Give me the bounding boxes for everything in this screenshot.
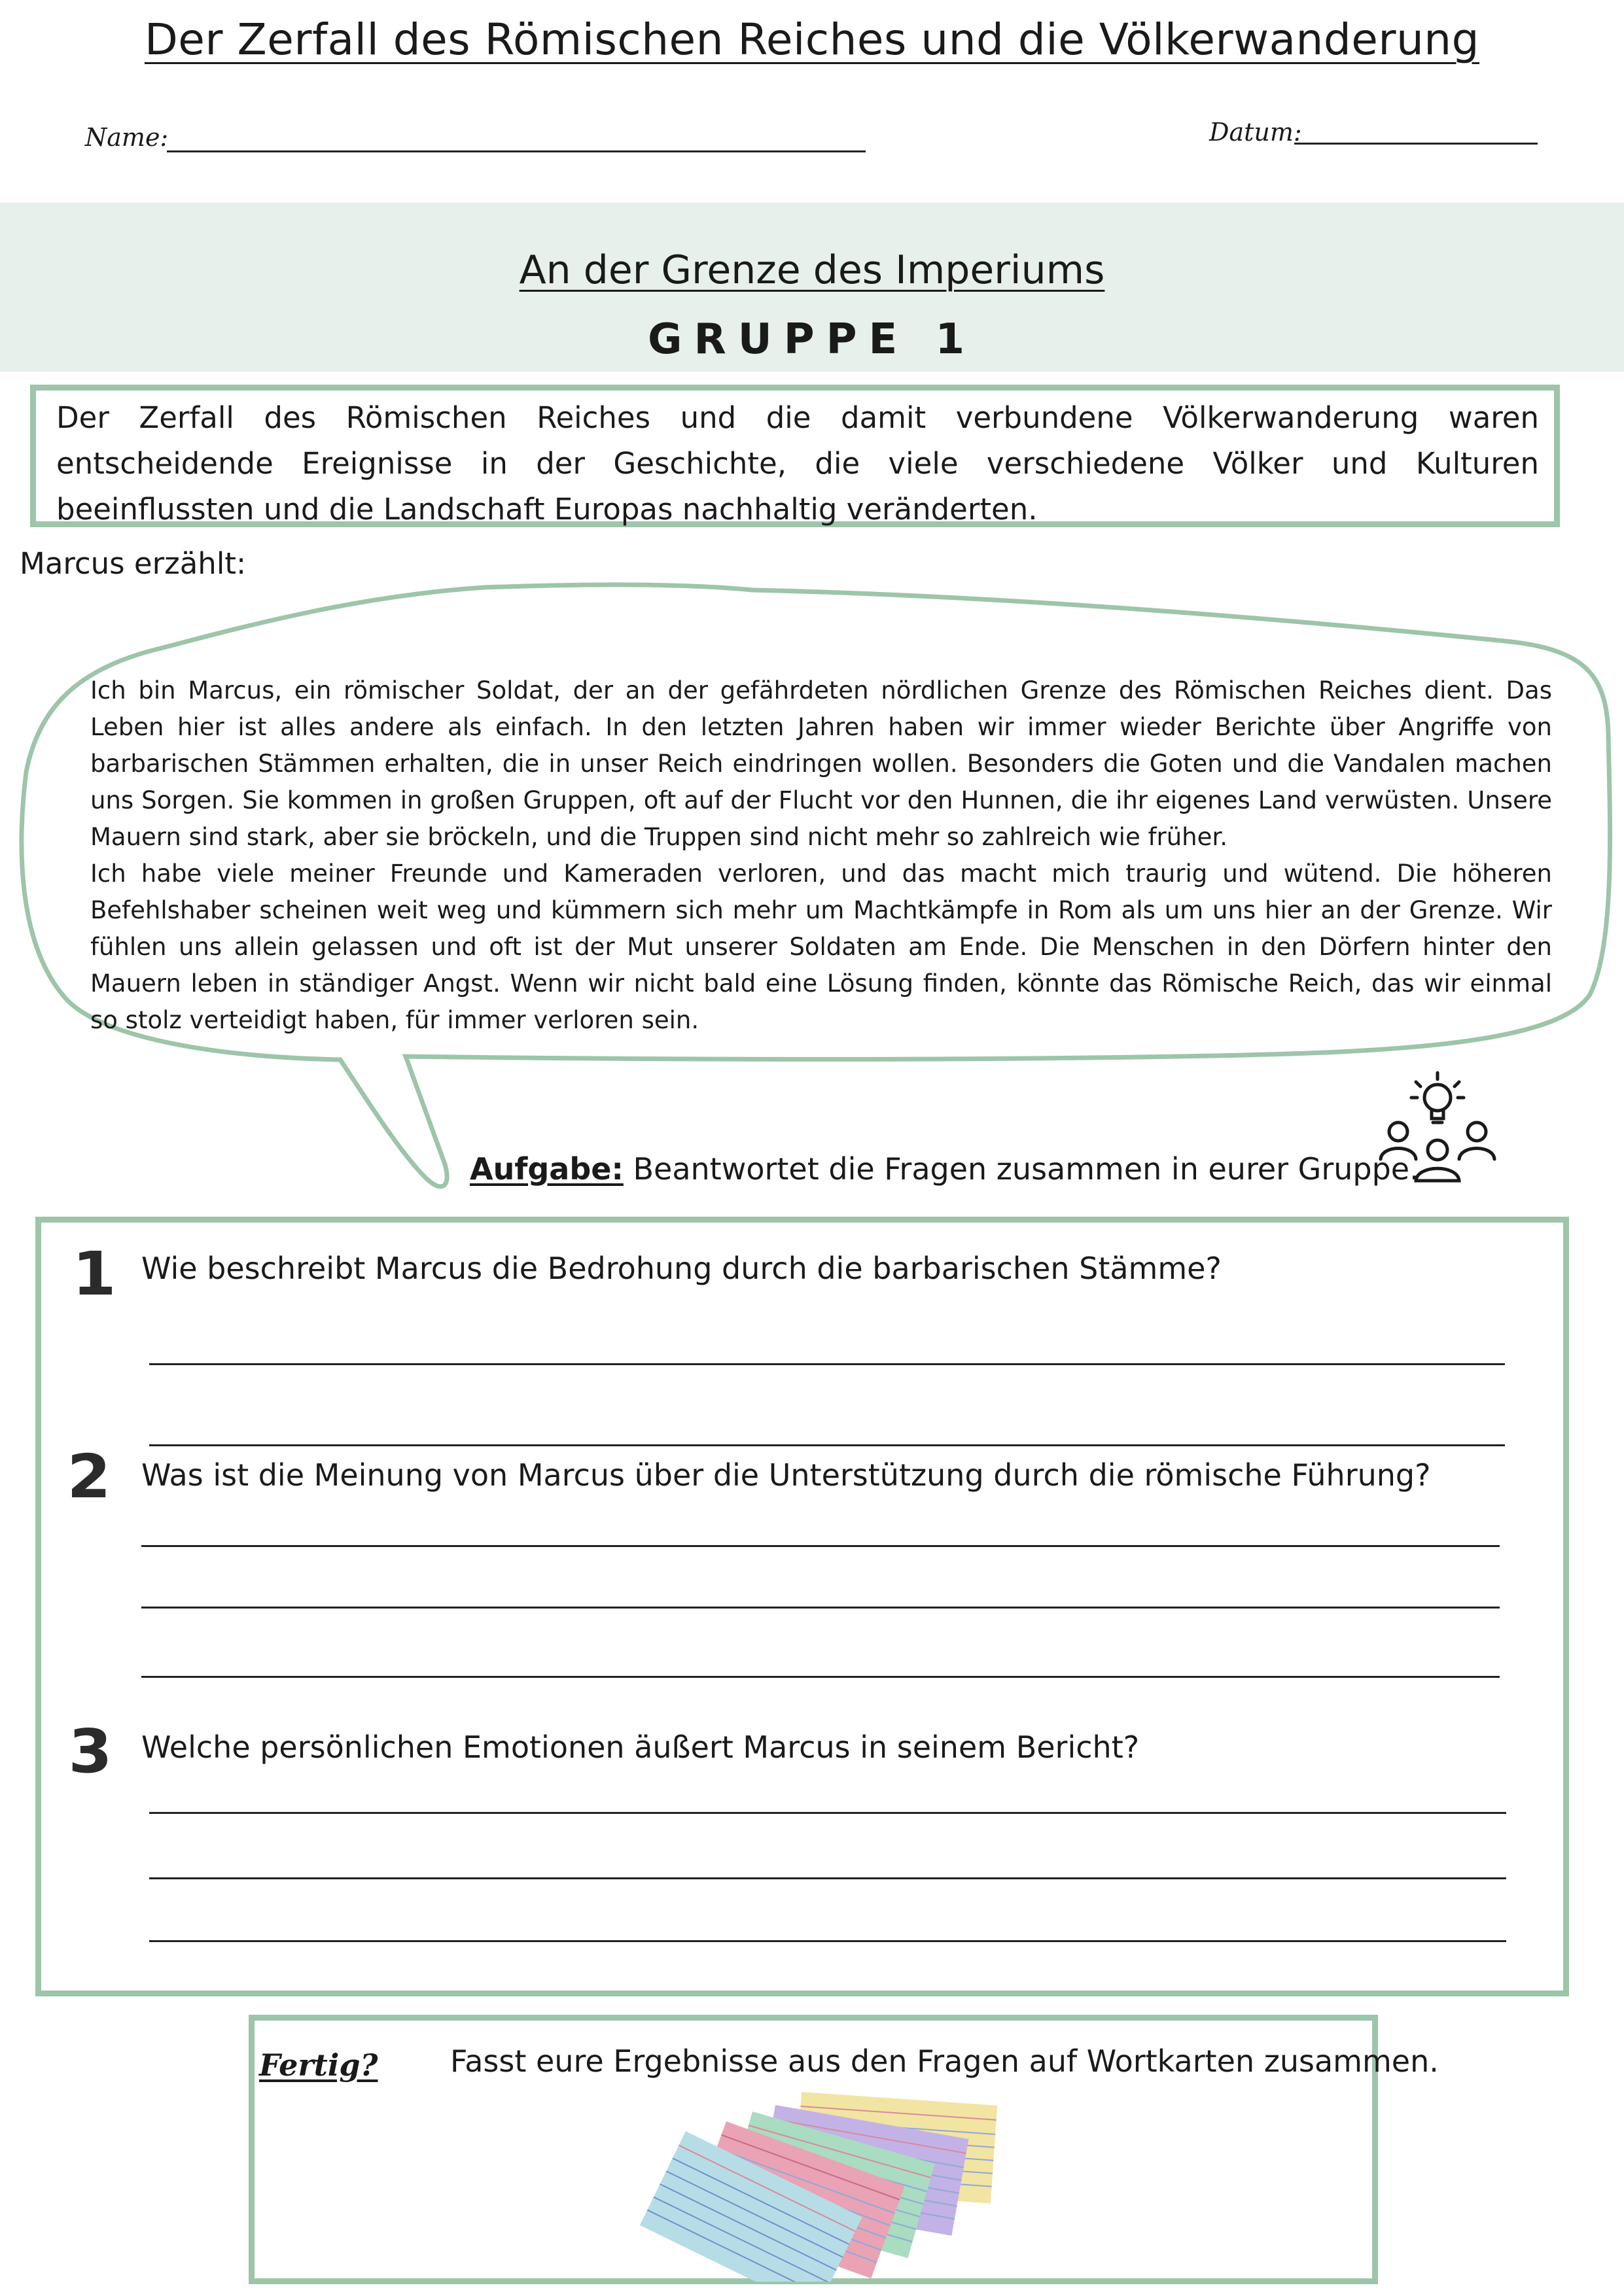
name-label: Name: [85,123,169,152]
story-paragraph: Ich bin Marcus, ein römischer Soldat, der an der gefährdeten nördlichen Grenze des Römischen Reiches dient. Das Leben hier ist alles andere als einfach. In den letzten Jahren haben wir immer wieder Berichte über Angriffe von barbarischen Stämmen erhalten, die in unser Reich eindringen wollen. Besonders die Goten und die Vandalen machen uns Sorgen. Sie kommen in großen Gruppen, oft auf der Flucht vor den Hunnen, die ihr eigenes Land verwüsten. Unsere Mauern sind stark, aber sie bröckeln, und die Truppen sind nicht mehr so zahlreich wie früher. [90,676,1552,851]
date-label: Datum: [1209,118,1302,147]
answer-line[interactable] [149,1363,1505,1365]
intro-text: Der Zerfall des Römischen Reiches und die damit verbundene Völkerwanderung waren entscheidende Ereignisse in der Geschichte, die viele verschiedene Völker und Kulturen beeinflussten und die Landschaft Europas nachhaltig veränderten. [56,400,1539,527]
name-line[interactable] [167,150,866,152]
task-instruction [470,1151,1419,1187]
answer-line[interactable] [141,1545,1500,1547]
question-number: 2 [67,1442,111,1512]
story-paragraph: Ich habe viele meiner Freunde und Kameraden verloren, und das macht mich traurig und wütend. Die höheren Befehlshaber scheinen weit weg und kümmern sich mehr um Machtkämpfe in Rom als um uns hier an der Grenze. Wir fühlen uns allein gelassen und oft ist der Mut unserer Soldaten am Ende. Die Menschen in den Dörfern hinter den Mauern leben in ständiger Angst. Wenn wir nicht bald eine Lösung finden, könnte das Römische Reich, das wir einmal so stolz verteidigt haben, für immer verloren sein. [90,860,1552,1034]
group-heading: GRUPPE 1 [647,315,977,364]
question-text: Wie beschreibt Marcus die Bedrohung durch die barbarischen Stämme? [141,1251,1222,1286]
finished-text: Fasst eure Ergebnisse aus den Fragen auf Wortkarten zusammen. [450,2044,1439,2079]
index-cards-icon [628,2085,1021,2282]
worksheet-title: Der Zerfall des Römischen Reiches und die Völkerwanderung [144,14,1480,65]
story-text [90,672,1552,1039]
narrator-label: Marcus erzählt: [20,546,247,581]
question-number: 3 [68,1716,113,1786]
answer-line[interactable] [149,1812,1506,1814]
answer-line[interactable] [141,1607,1500,1609]
question-number: 1 [72,1239,116,1309]
answer-line[interactable] [149,1940,1506,1942]
task-text: Beantwortet die Fragen zusammen in eurer Gruppe. [623,1151,1419,1187]
finished-label: Fertig? [259,2047,378,2083]
section-subtitle: An der Grenze des Imperiums [519,247,1105,293]
teamwork-idea-icon [1375,1066,1500,1191]
answer-line[interactable] [149,1877,1506,1879]
question-text: Welche persönlichen Emotionen äußert Marcus in seinem Bericht? [141,1730,1140,1765]
answer-line[interactable] [141,1676,1500,1678]
task-label: Aufgabe: [470,1151,624,1187]
question-text: Was ist die Meinung von Marcus über die Unterstützung durch die römische Führung? [141,1457,1431,1493]
answer-line[interactable] [149,1444,1505,1446]
date-line[interactable] [1294,143,1538,145]
